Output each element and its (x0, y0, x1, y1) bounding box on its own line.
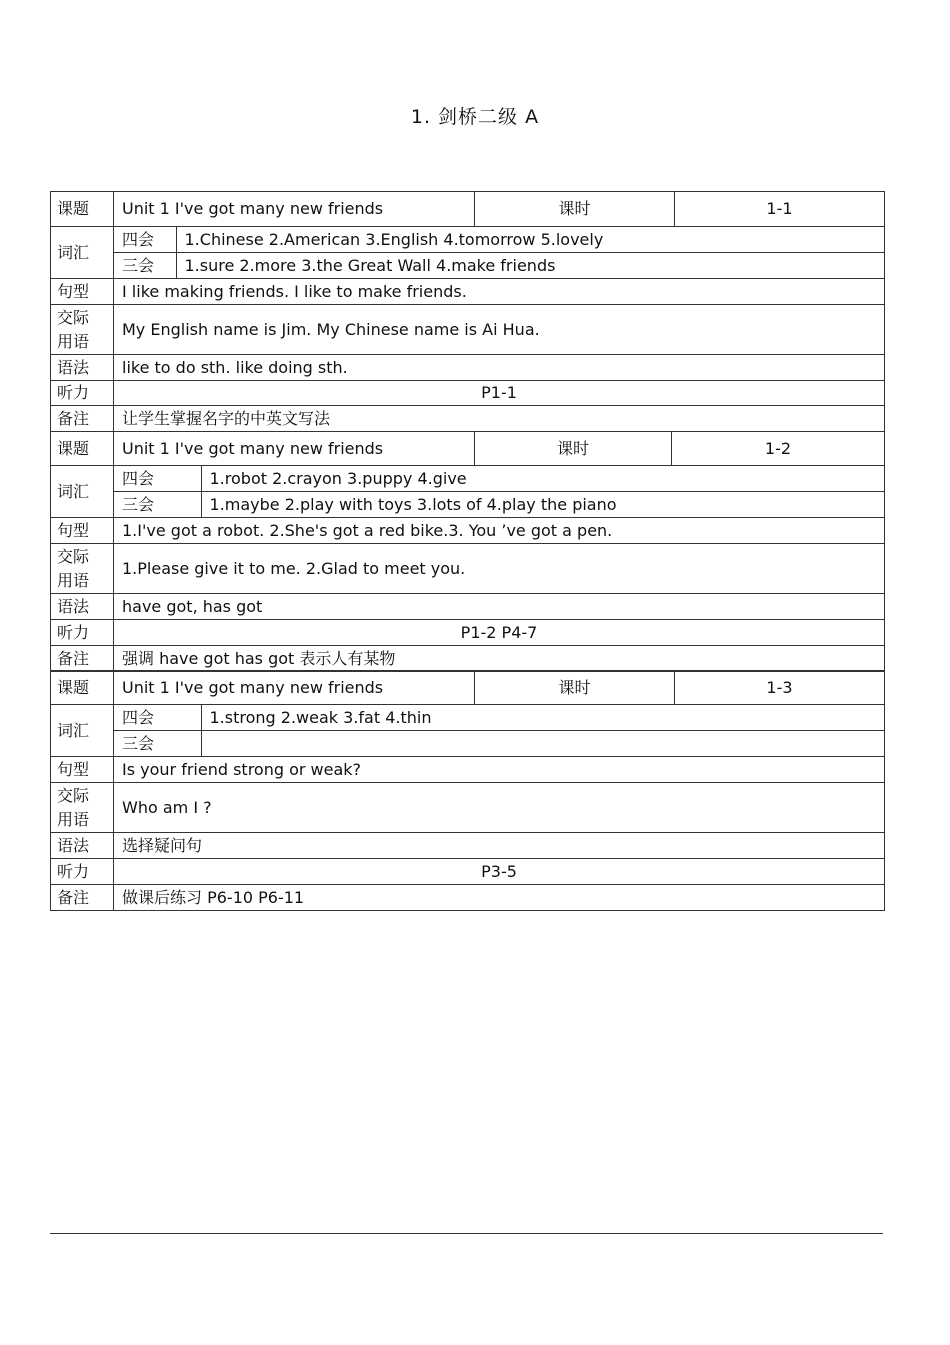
vocab-label: 词汇 (51, 705, 114, 757)
comm-label: 交际 用语 (51, 544, 114, 594)
vocab-three-label: 三会 (114, 253, 176, 279)
sentence-row (51, 757, 885, 783)
comm-row (51, 783, 885, 833)
topic-label: 课题 (51, 192, 114, 227)
comm-value: 1.Please give it to me. 2.Glad to meet you. (114, 544, 885, 594)
vocab-four-label: 四会 (114, 705, 201, 731)
listening-value: P3-5 (114, 859, 885, 885)
lesson-table-1 (50, 191, 885, 432)
grammar-value: like to do sth. like doing sth. (114, 355, 885, 381)
topic-value: Unit 1 I've got many new friends (114, 671, 475, 705)
note-value: 做课后练习 P6-10 P6-11 (114, 885, 885, 911)
sentence-row (51, 279, 885, 305)
topic-row (51, 192, 885, 227)
sentence-value: Is your friend strong or weak? (114, 757, 885, 783)
vocab-label: 词汇 (51, 466, 114, 518)
grammar-value: have got, has got (114, 594, 885, 620)
comm-label: 交际 用语 (51, 783, 114, 833)
vocab-three-label: 三会 (114, 492, 201, 518)
vocab-subtable (114, 705, 884, 756)
period-value: 1-3 (675, 671, 885, 705)
vocab-subtable (114, 466, 884, 517)
grammar-row (51, 833, 885, 859)
sentence-label: 句型 (51, 518, 114, 544)
grammar-label: 语法 (51, 833, 114, 859)
vocab-row (51, 466, 885, 518)
vocab-four-label: 四会 (114, 466, 201, 492)
topic-value: Unit 1 I've got many new friends (114, 432, 475, 466)
lesson-table-3 (50, 670, 885, 911)
listening-label: 听力 (51, 859, 114, 885)
footer-divider (50, 1233, 883, 1234)
grammar-row (51, 355, 885, 381)
listening-value: P1-1 (114, 381, 885, 406)
sentence-value: 1.I've got a robot. 2.She's got a red bike.3. You ’ve got a pen. (114, 518, 885, 544)
vocab-three-value: 1.maybe 2.play with toys 3.lots of 4.play the piano (201, 492, 884, 518)
lesson-table-2 (50, 431, 885, 672)
note-row (51, 406, 885, 432)
vocab-row (51, 227, 885, 279)
period-label: 课时 (475, 671, 675, 705)
listening-label: 听力 (51, 381, 114, 406)
listening-row (51, 620, 885, 646)
vocab-three-label: 三会 (114, 731, 201, 757)
listening-row (51, 381, 885, 406)
note-row (51, 885, 885, 911)
vocab-four-value: 1.Chinese 2.American 3.English 4.tomorrow 5.lovely (176, 227, 884, 253)
vocab-four-label: 四会 (114, 227, 176, 253)
note-label: 备注 (51, 885, 114, 911)
comm-value: My English name is Jim. My Chinese name is Ai Hua. (114, 305, 885, 355)
sentence-label: 句型 (51, 279, 114, 305)
comm-label: 交际 用语 (51, 305, 114, 355)
listening-row (51, 859, 885, 885)
listening-value: P1-2 P4-7 (114, 620, 885, 646)
grammar-label: 语法 (51, 594, 114, 620)
topic-value: Unit 1 I've got many new friends (114, 192, 475, 227)
period-label: 课时 (475, 432, 672, 466)
note-value: 让学生掌握名字的中英文写法 (114, 406, 885, 432)
grammar-label: 语法 (51, 355, 114, 381)
note-label: 备注 (51, 646, 114, 672)
vocab-four-value: 1.robot 2.crayon 3.puppy 4.give (201, 466, 884, 492)
period-label: 课时 (475, 192, 675, 227)
note-row (51, 646, 885, 672)
vocab-three-value (201, 731, 884, 757)
sentence-value: I like making friends. I like to make friends. (114, 279, 885, 305)
vocab-subtable (114, 227, 884, 278)
listening-label: 听力 (51, 620, 114, 646)
vocab-four-value: 1.strong 2.weak 3.fat 4.thin (201, 705, 884, 731)
comm-row (51, 544, 885, 594)
period-value: 1-2 (672, 432, 885, 466)
topic-row (51, 432, 885, 466)
document-title: 1. 剑桥二级 A (410, 106, 540, 128)
topic-row (51, 671, 885, 705)
grammar-row (51, 594, 885, 620)
comm-value: Who am I ? (114, 783, 885, 833)
grammar-value: 选择疑问句 (114, 833, 885, 859)
vocab-three-value: 1.sure 2.more 3.the Great Wall 4.make friends (176, 253, 884, 279)
period-value: 1-1 (675, 192, 885, 227)
topic-label: 课题 (51, 432, 114, 466)
note-label: 备注 (51, 406, 114, 432)
sentence-row (51, 518, 885, 544)
topic-label: 课题 (51, 671, 114, 705)
vocab-row (51, 705, 885, 757)
sentence-label: 句型 (51, 757, 114, 783)
comm-row (51, 305, 885, 355)
vocab-label: 词汇 (51, 227, 114, 279)
note-value: 强调 have got has got 表示人有某物 (114, 646, 885, 672)
